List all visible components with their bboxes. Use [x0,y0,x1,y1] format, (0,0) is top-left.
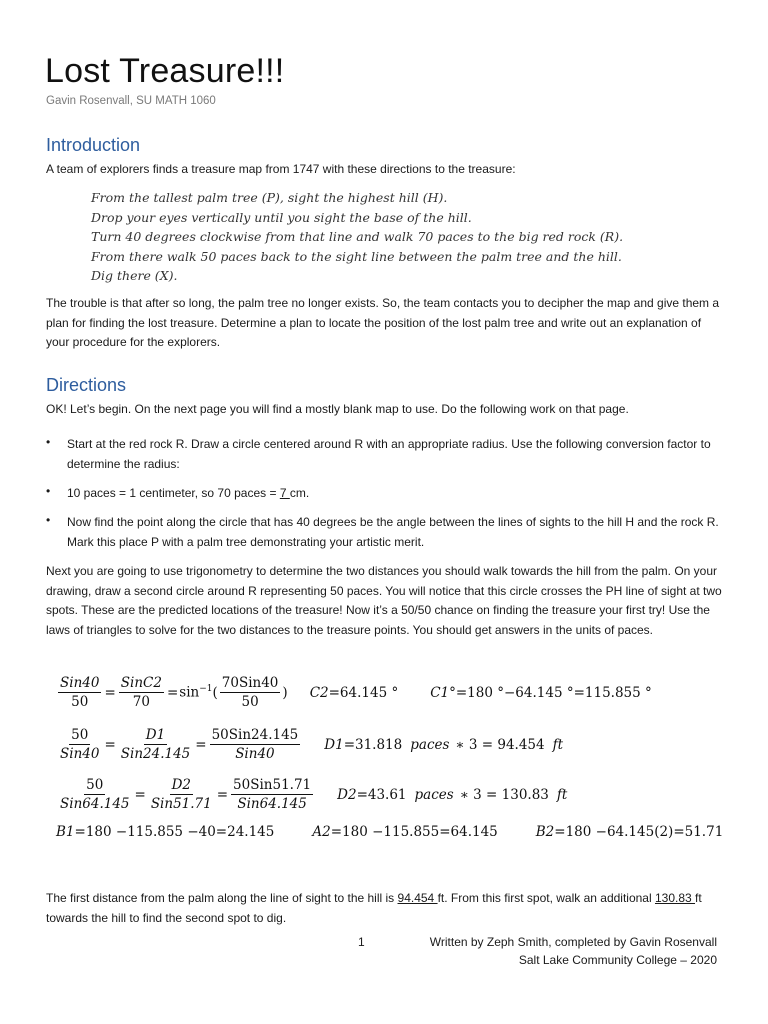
equation-law-of-sines-d1: $\frac{50}{\text{Sin40}}$ = $\frac{D1}{\text{Sin24.145}}$ = $\frac{\text{50Sin24.145}}{\text{Sin40}}$ D1 =31.818 paces ∗ 3 = 94.454 ft [60,727,564,762]
map-line: From the tallest palm tree (P), sight the highest hill (H). [91,190,448,205]
fraction: $\frac{\text{SinC2}}{70}$ [120,675,162,710]
author-line: Gavin Rosenvall, SU MATH 1060 [46,95,216,107]
b2-value: =180 −64.145(2)=51.71 [554,824,724,840]
equation-law-of-sines-c2: $\frac{\text{Sin40}}{50}$ = $\frac{\text{SinC2}}{70}$ = $\sin^{-1}$ ( $\frac{\text{70Sin40}}{50}$ ) C2 =64.145 ° C1 °=180 °−64.145 °=115.855 ° [60,675,652,710]
conversion-unit: cm. [289,486,310,500]
conclusion-paragraph: The first distance from the palm along the line of sight to the hill is 94.454 ft. From this first spot, walk an additional 130.83 ft towards the hill to find the second spot to dig. [46,891,702,925]
arcsin: $\sin^{-1}$ [179,684,213,701]
d1-feet: ∗ 3 = 94.454 [455,736,545,753]
c2-label: C2 [309,684,329,701]
fraction: $\frac{\text{50Sin24.145}}{\text{Sin40}}$ [211,727,299,762]
directions-heading: Directions [46,375,127,395]
fraction: $\frac{D2}{\text{Sin51.71}}$ [150,777,212,812]
map-line: Drop your eyes vertically until you sight the base of the hill. [91,209,472,225]
conversion-answer: 7 [279,486,290,500]
a2-label: A2 [312,824,331,840]
conversion-text: 10 paces = 1 centimeter, so 70 paces = [67,486,280,500]
introduction-heading: Introduction [46,135,141,155]
bullet-marker: • [46,484,51,498]
map-line: Dig there (X). [91,268,178,283]
d2-value: =43.61 [356,786,407,803]
footer-institution: Salt Lake Community College – 2020 [518,953,717,967]
trouble-paragraph: The trouble is that after so long, the palm tree no longer exists. So, the team contacts you to decipher the map and give them a plan for finding the lost treasure. Determine a plan to locate the position of the lost palm tree and write out an explanation of your procedure for the explorers. [46,296,720,349]
d1-value: =31.818 [343,736,403,753]
fraction: $\frac{D1}{\text{Sin24.145}}$ [120,727,191,762]
c2-value: =64.145 ° [328,684,399,701]
second-distance-answer: 130.83 [654,891,696,905]
equation-law-of-sines-d2: $\frac{50}{\text{Sin64.145}}$ = $\frac{D2}{\text{Sin51.71}}$ = $\frac{\text{50Sin51.71}}{\text{Sin64.145}}$ D2 =43.61 paces ∗ 3 = 130.83 ft [60,777,568,812]
bullet-palm-instruction: Now find the point along the circle that has 40 degrees be the angle between the lines of sights to the hill H and the rock R. Mark this place P with a palm tree demonstrating your artistic merit. [67,515,719,549]
map-directions [91,188,623,286]
bullet-marker: • [46,435,51,449]
c1-label: C1 [430,684,450,701]
fraction: $\frac{\text{Sin40}}{50}$ [60,675,100,710]
page-number: 1 [358,935,365,949]
b1-label: B1 [56,824,75,840]
b2-label: B2 [535,824,555,840]
fraction: $\frac{\text{50Sin51.71}}{\text{Sin64.145}}$ [233,777,312,812]
trig-paragraph: Next you are going to use trigonometry to determine the two distances you should walk towards the hill from the palm. On your drawing, draw a second circle around R representing 50 paces. You will notice that this circle crosses the PH line of sight at two spots. These are the predicted locations of the treasure! Now it’s a 50/50 chance on finding the treasure your first try! Use the laws of triangles to solve for the two distances to the treasure points. You should get answers in the units of paces. [46,564,722,637]
fraction: $\frac{\text{70Sin40}}{50}$ [221,675,279,710]
b1-value: =180 −115.855 −40=24.145 [74,824,275,840]
fraction: $\frac{50}{\text{Sin64.145}}$ [60,777,130,812]
map-line: Turn 40 degrees clockwise from that line and walk 70 paces to the big red rock (R). [91,229,624,244]
bullet-conversion [67,484,727,504]
equation-angle-sums [56,824,723,840]
first-distance-answer: 94.454 [397,891,438,905]
map-line: From there walk 50 paces back to the sight line between the palm tree and the hill. [91,248,622,264]
d1-label: D1 [324,736,344,753]
footer-credit: Written by Zeph Smith, completed by Gavin Rosenvall [429,935,717,949]
intro-lead: A team of explorers finds a treasure map from 1747 with these directions to the treasure: [46,162,516,176]
c1-value: °=180 °−64.145 °=115.855 ° [449,684,652,701]
page-title: Lost Treasure!!! [45,52,285,90]
a2-value: =180 −115.855=64.145 [330,824,498,840]
bullet-marker: • [46,513,51,527]
fraction: $\frac{50}{\text{Sin40}}$ [60,727,100,762]
d2-feet: ∗ 3 = 130.83 [459,786,549,803]
bullet-circle-instruction: Start at the red rock R. Draw a circle centered around R with an appropriate radius. Use the following conversion factor to determine the radius: [67,437,711,471]
directions-lead: OK! Let’s begin. On the next page you will find a mostly blank map to use. Do the following work on that page. [46,402,629,416]
d2-label: D2 [337,786,357,803]
